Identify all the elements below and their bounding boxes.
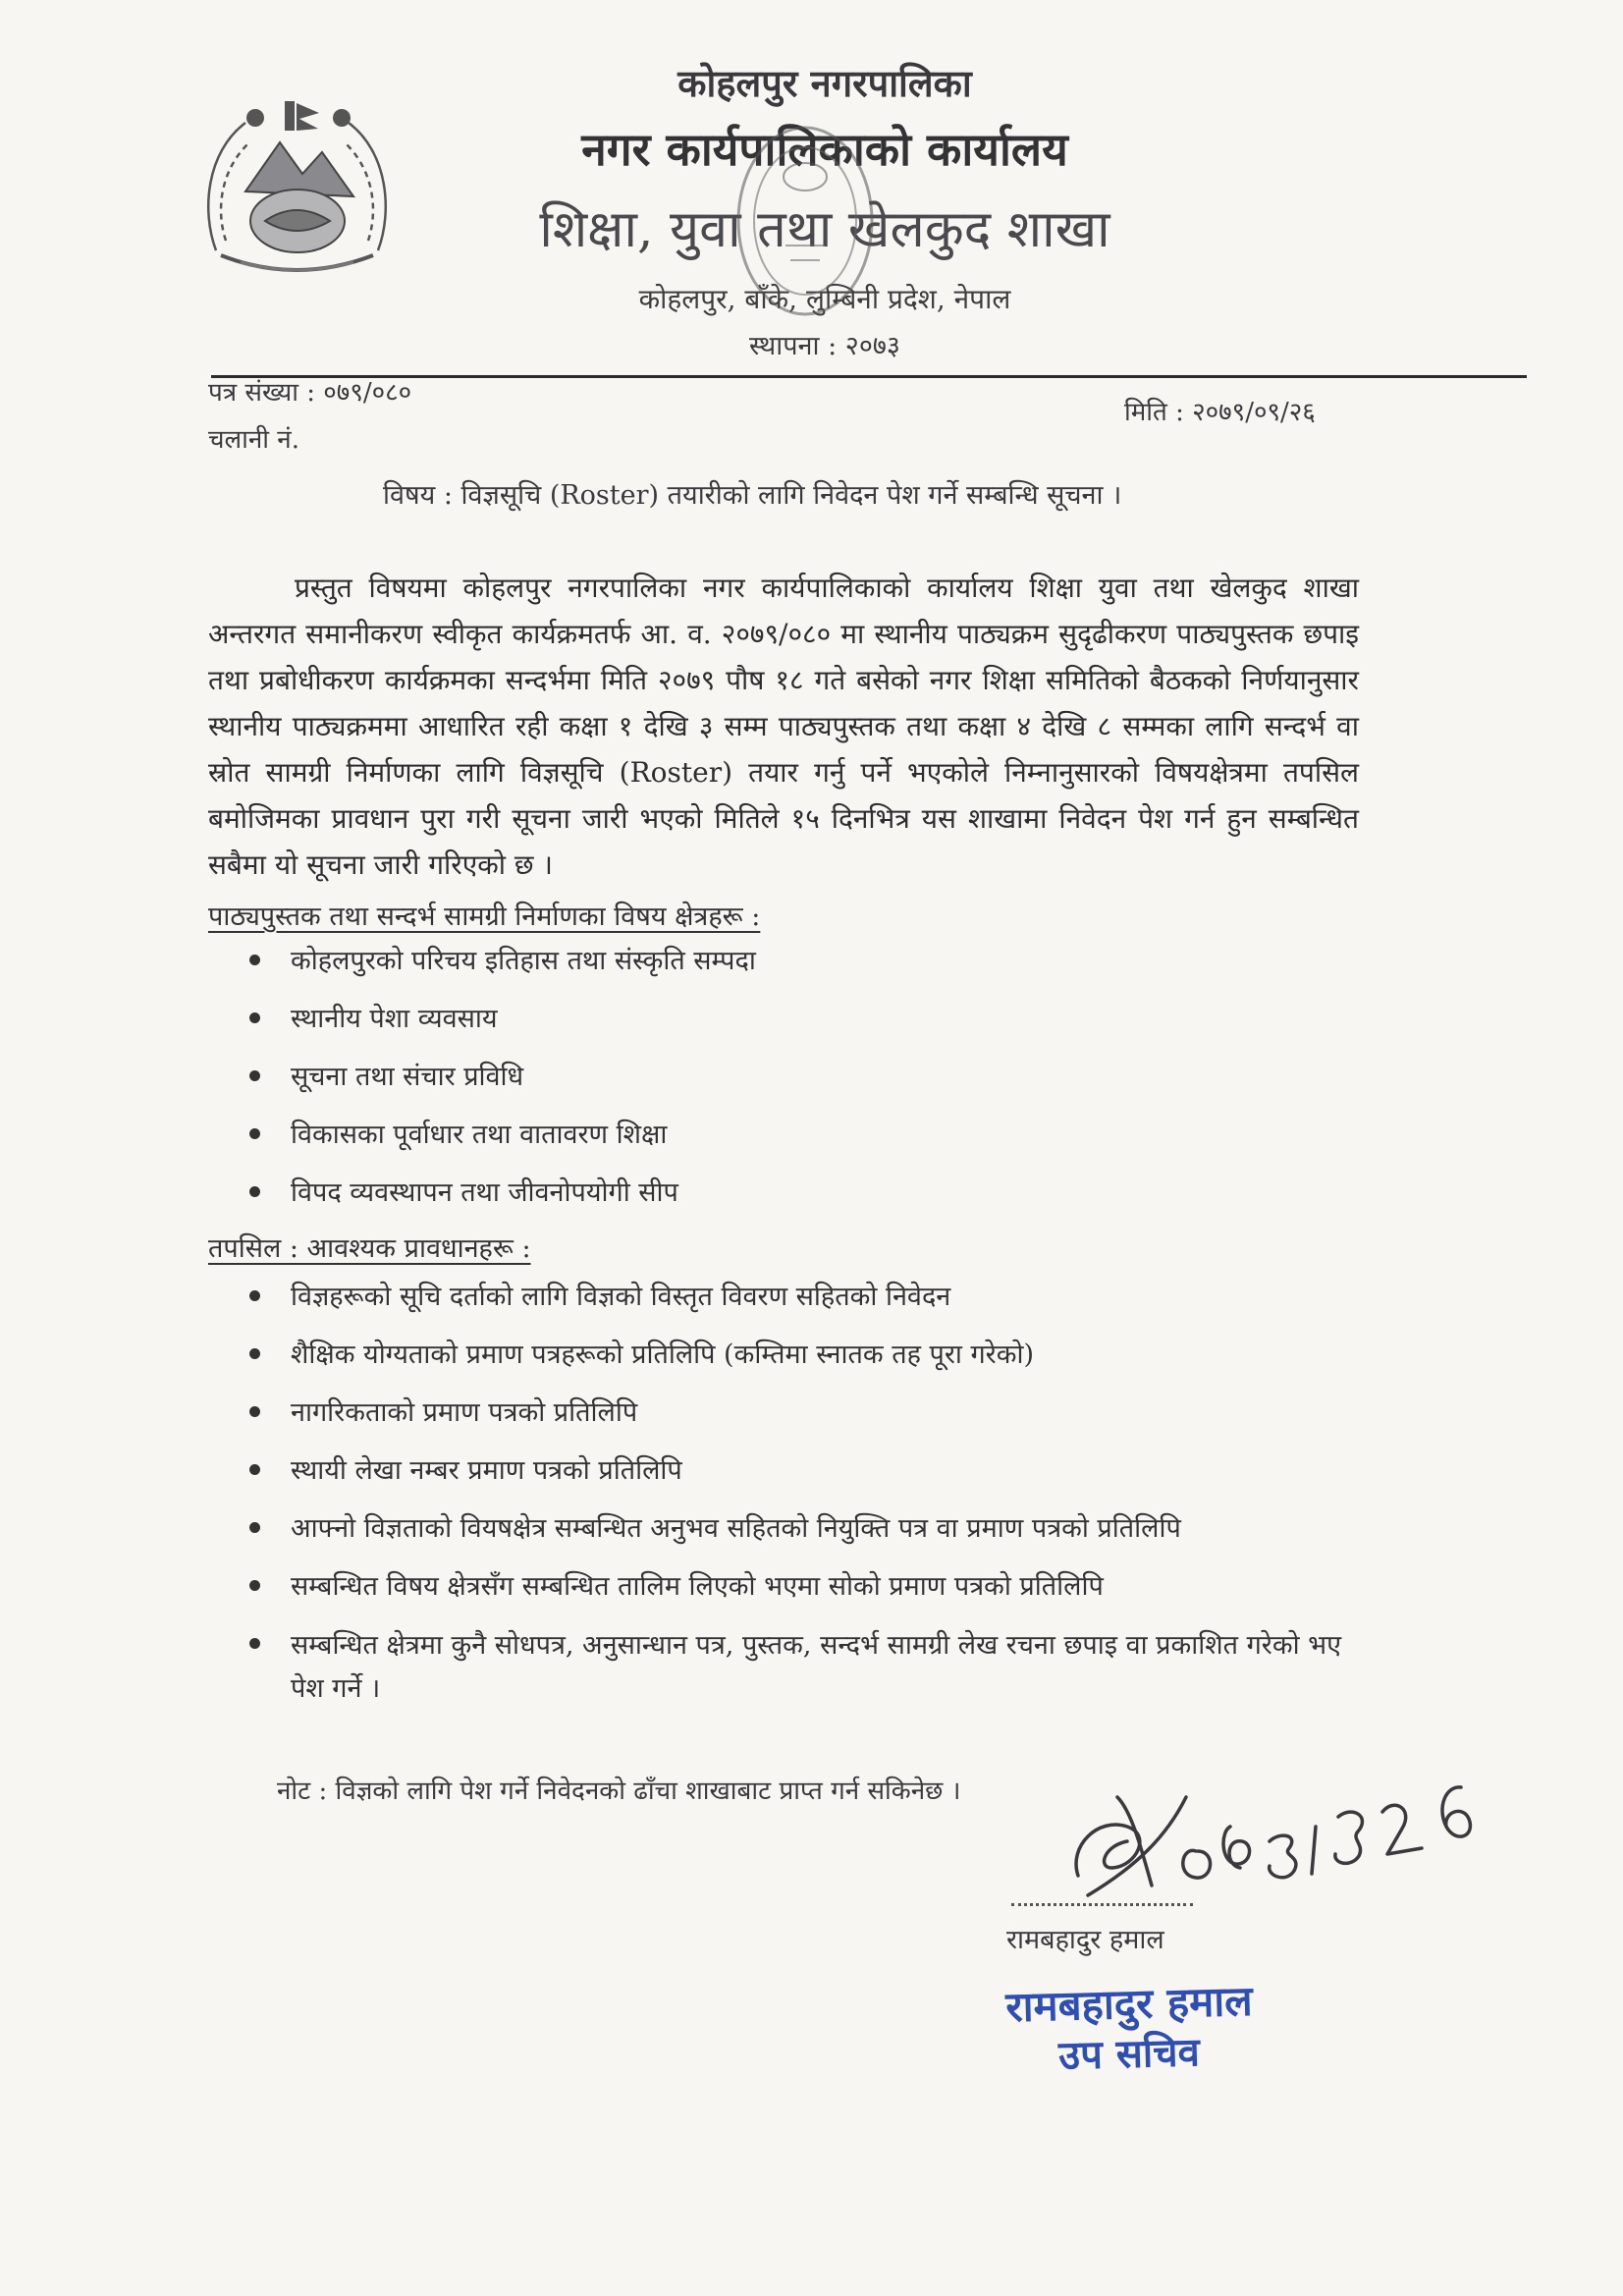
list-item-text: विकासका पूर्वाधार तथा वातावरण शिक्षा [291, 1120, 668, 1150]
office-name: नगर कार्यपालिकाको कार्यालय [581, 123, 1068, 176]
list-item [245, 1393, 1375, 1450]
list-item-text: शैक्षिक योग्यताको प्रमाण पत्रहरूको प्रतिलिपि (कम्तिमा स्नातक तह पूरा गरेको) [291, 1339, 1034, 1370]
letter-subject: विषय : विज्ञसूचि (Roster) तयारीको लागि निवेदन पेश गर्ने सम्बन्धि सूचना । [383, 480, 1122, 511]
letter-date: मिति : २०७९/०९/२६ [1124, 398, 1316, 427]
subject-areas-heading: पाठ्यपुस्तक तथा सन्दर्भ सामग्री निर्माणका विषय क्षेत्रहरू : [208, 902, 761, 932]
bullet-icon [249, 1290, 260, 1301]
stamp-designation: उप सचिव [1057, 2030, 1201, 2079]
office-address: कोहलपुर, बाँके, लुम्बिनी प्रदेश, नेपाल [638, 283, 1011, 315]
bullet-icon [249, 1406, 260, 1417]
bullet-icon [249, 1012, 260, 1023]
list-item [245, 1566, 1375, 1624]
subject-areas-list [245, 941, 1375, 1230]
bullet-icon [249, 1464, 260, 1475]
bullet-icon [249, 1522, 260, 1533]
bullet-icon [249, 1348, 260, 1359]
list-item [245, 941, 1375, 999]
list-item-text: नागरिकताको प्रमाण पत्रको प्रतिलिपि [291, 1397, 638, 1428]
reference-number: पत्र संख्या : ०७९/०८० [208, 378, 412, 408]
branch-name: शिक्षा, युवा तथा खेलकुद शाखा [539, 200, 1110, 259]
list-item-text: विज्ञहरूको सूचि दर्ताको लागि विज्ञको विस्तृत विवरण सहितको निवेदन [291, 1282, 951, 1312]
bullet-icon [249, 1186, 260, 1197]
list-item [245, 1624, 1375, 1711]
list-item-text: विपद व्यवस्थापन तथा जीवनोपयोगी सीप [291, 1177, 678, 1208]
list-item [245, 1115, 1375, 1173]
list-item-text: स्थानीय पेशा व्यवसाय [291, 1004, 498, 1034]
list-item-text: कोहलपुरको परिचय इतिहास तथा संस्कृति सम्पदा [291, 946, 756, 976]
body-paragraph: प्रस्तुत विषयमा कोहलपुर नगरपालिका नगर कार्यपालिकाको कार्यालय शिक्षा युवा तथा खेलकुद शाखा अन्तरगत समानीकरण स्वीकृत कार्यक्रमतर्फ आ. व. २०७९/०८० मा स्थानीय पाठ्यक्रम सुदृढीकरण पाठ्यपुस्तक छपाइ तथा प्रबोधीकरण कार्यक्रमका सन्दर्भमा मिति २०७९ पौष १८ गते बसेको नगर शिक्षा समितिको बैठकको निर्णयानुसार स्थानीय पाठ्यक्रममा आधारित रही कक्षा १ देखि ३ सम्म पाठ्यपुस्तक तथा कक्षा ४ देखि ८ सम्मका लागि सन्दर्भ वा स्रोत सामग्री निर्माणका लागि विज्ञसूचि (Roster) तयार गर्नु पर्ने भएकोले निम्नानुसारको विषयक्षेत्रमा तपसिल बमोजिमका प्रावधान पुरा गरी सूचना जारी भएको मितिले १५ दिनभित्र यस शाखामा निवेदन पेश गर्न हुन सम्बन्धित सबैमा यो सूचना जारी गरिएको छ । [208, 572, 1359, 881]
list-item [245, 1508, 1375, 1566]
bullet-icon [249, 1638, 260, 1649]
list-item-text: आफ्नो विज्ञताको वियषक्षेत्र सम्बन्धित अनुभव सहितको नियुक्ति पत्र वा प्रमाण पत्रको प्रतिलिपि [291, 1513, 1181, 1544]
list-item-text: स्थायी लेखा नम्बर प्रमाण पत्रको प्रतिलिपि [291, 1455, 682, 1486]
stamp-name: रामबहादुर हमाल [1004, 1976, 1254, 2032]
list-item-text: सूचना तथा संचार प्रविधि [291, 1062, 524, 1092]
signer-name: रामबहादुर हमाल [1006, 1925, 1164, 1955]
requirements-list [245, 1277, 1375, 1711]
signature-line [1011, 1903, 1193, 1906]
department-seal-icon [731, 118, 879, 324]
list-item-text: सम्बन्धित विषय क्षेत्रसँग सम्बन्धित तालिम लिएको भएमा सोको प्रमाण पत्रको प्रतिलिपि [291, 1571, 1104, 1602]
note-text: नोट : विज्ञको लागि पेश गर्ने निवेदनको ढाँचा शाखाबाट प्राप्त गर्न सकिनेछ । [277, 1777, 961, 1806]
nepal-government-emblem-icon [187, 83, 407, 290]
bullet-icon [249, 1070, 260, 1081]
bullet-icon [249, 955, 260, 965]
handwritten-signature [1058, 1758, 1481, 1905]
list-item [245, 1450, 1375, 1508]
list-item [245, 1057, 1375, 1115]
list-item [245, 1335, 1375, 1393]
list-item [245, 999, 1375, 1057]
bullet-icon [249, 1128, 260, 1139]
bullet-icon [249, 1580, 260, 1591]
established-year: स्थापना : २०७३ [749, 331, 900, 361]
list-item [245, 1173, 1375, 1230]
dispatch-number: चलानी नं. [208, 425, 299, 455]
list-item-text: सम्बन्धित क्षेत्रमा कुनै सोधपत्र, अनुसान्धान पत्र, पुस्तक, सन्दर्भ सामग्री लेख रचना छपाइ वा प्रकाशित गरेको भए पेश गर्ने । [291, 1630, 1342, 1704]
official-stamp [967, 1976, 1291, 2079]
list-item [245, 1277, 1375, 1335]
municipality-name: कोहलपुर नगरपालिका [677, 61, 972, 105]
requirements-heading: तपसिल : आवश्यक प्रावधानहरू : [208, 1233, 531, 1264]
